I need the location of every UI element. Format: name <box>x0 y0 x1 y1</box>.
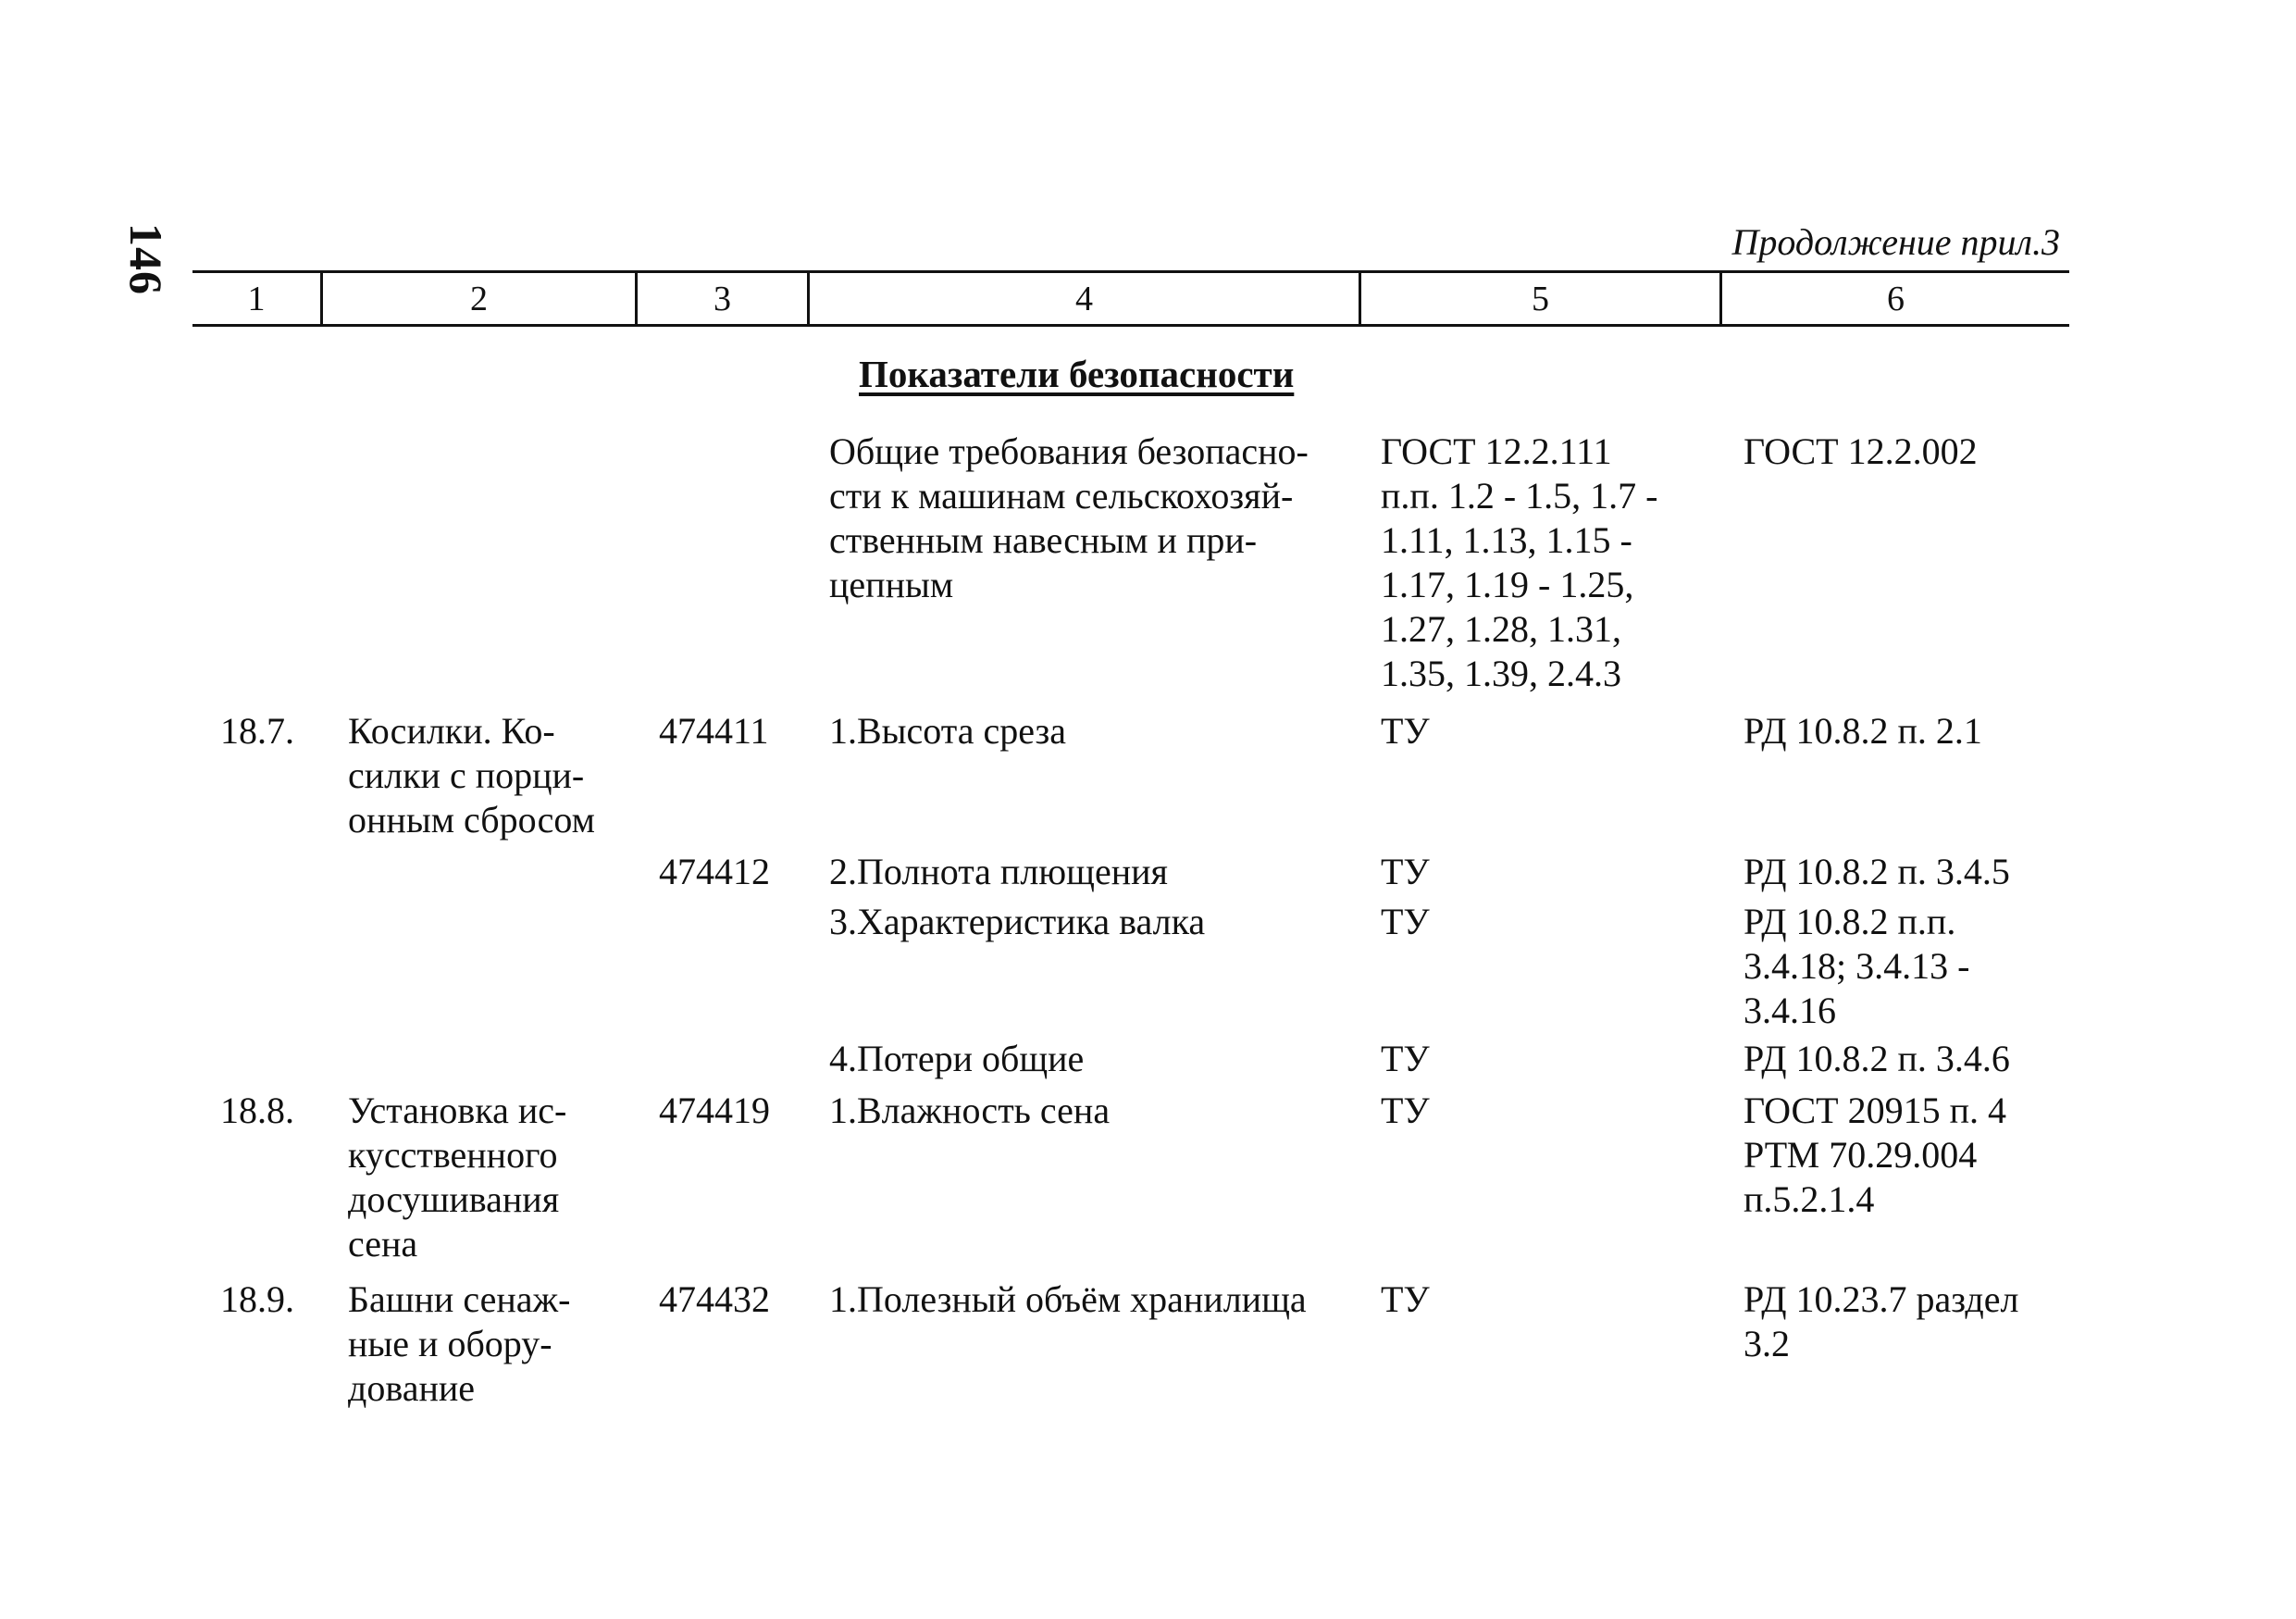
continuation-label: Продолжение прил.3 <box>1731 221 2060 263</box>
test-method: РД 10.8.2 п. 3.4.6 <box>1744 1038 2010 1079</box>
indicator: 3.Характеристика валка <box>829 901 1206 942</box>
indicator: 4.Потери общие <box>829 1038 1085 1079</box>
column-number-2: 2 <box>470 280 488 318</box>
general-norm-doc: ГОСТ 12.2.111 п.п. 1.2 - 1.5, 1.7 - 1.11, 1.13, 1.15 - 1.17, 1.19 - 1.25, 1.27, 1.28, 1.31, 1.35, 1.39, 2.4.3 <box>1381 430 1658 694</box>
norm-doc: ТУ <box>1381 1090 1430 1131</box>
header-top-rule <box>192 270 2069 273</box>
column-number-3: 3 <box>714 280 731 318</box>
test-method: РД 10.23.7 раздел 3.2 <box>1744 1278 2019 1364</box>
page-number: 146 <box>120 223 172 295</box>
column-number-5: 5 <box>1532 280 1549 318</box>
general-indicator: Общие требования безопасно- сти к машинам сельскохозяй- ственным навесным и при- цепным <box>829 430 1309 605</box>
machine-name: Косилки. Ко- силки с порци- онным сбросом <box>348 710 595 841</box>
indicator: 1.Влажность сена <box>829 1090 1111 1131</box>
okp-code: 474412 <box>659 851 770 892</box>
norm-doc: ТУ <box>1381 710 1430 752</box>
norm-doc: ТУ <box>1381 1038 1430 1079</box>
indicator: 2.Полнота плющения <box>829 851 1168 892</box>
okp-code: 474419 <box>659 1090 770 1131</box>
test-method: РД 10.8.2 п. 3.4.5 <box>1744 851 2010 892</box>
general-test-method: ГОСТ 12.2.002 <box>1744 430 1978 472</box>
norm-doc: ТУ <box>1381 901 1430 942</box>
row-number: 18.8. <box>220 1090 294 1131</box>
test-method: ГОСТ 20915 п. 4 РТМ 70.29.004 п.5.2.1.4 <box>1744 1090 2007 1220</box>
column-number-4: 4 <box>1075 280 1093 318</box>
test-method: РД 10.8.2 п. 2.1 <box>1744 710 1982 752</box>
row-number: 18.9. <box>220 1278 294 1320</box>
okp-code: 474432 <box>659 1278 770 1320</box>
indicator: 1.Полезный объём хранилища <box>829 1278 1307 1320</box>
norm-doc: ТУ <box>1381 1278 1430 1320</box>
norm-doc: ТУ <box>1381 851 1430 892</box>
section-title: Показатели безопасности <box>859 353 1295 395</box>
machine-name: Установка ис- кусственного досушивания сена <box>348 1090 567 1264</box>
indicator: 1.Высота среза <box>829 710 1067 752</box>
machine-name: Башни сенаж- ные и обору- дование <box>348 1278 571 1409</box>
column-number-1: 1 <box>247 280 266 318</box>
row-number: 18.7. <box>220 710 294 752</box>
column-number-6: 6 <box>1887 280 1905 318</box>
header-bottom-rule <box>192 324 2069 327</box>
test-method: РД 10.8.2 п.п. 3.4.18; 3.4.13 - 3.4.16 <box>1744 901 1970 1031</box>
okp-code: 474411 <box>659 710 769 752</box>
